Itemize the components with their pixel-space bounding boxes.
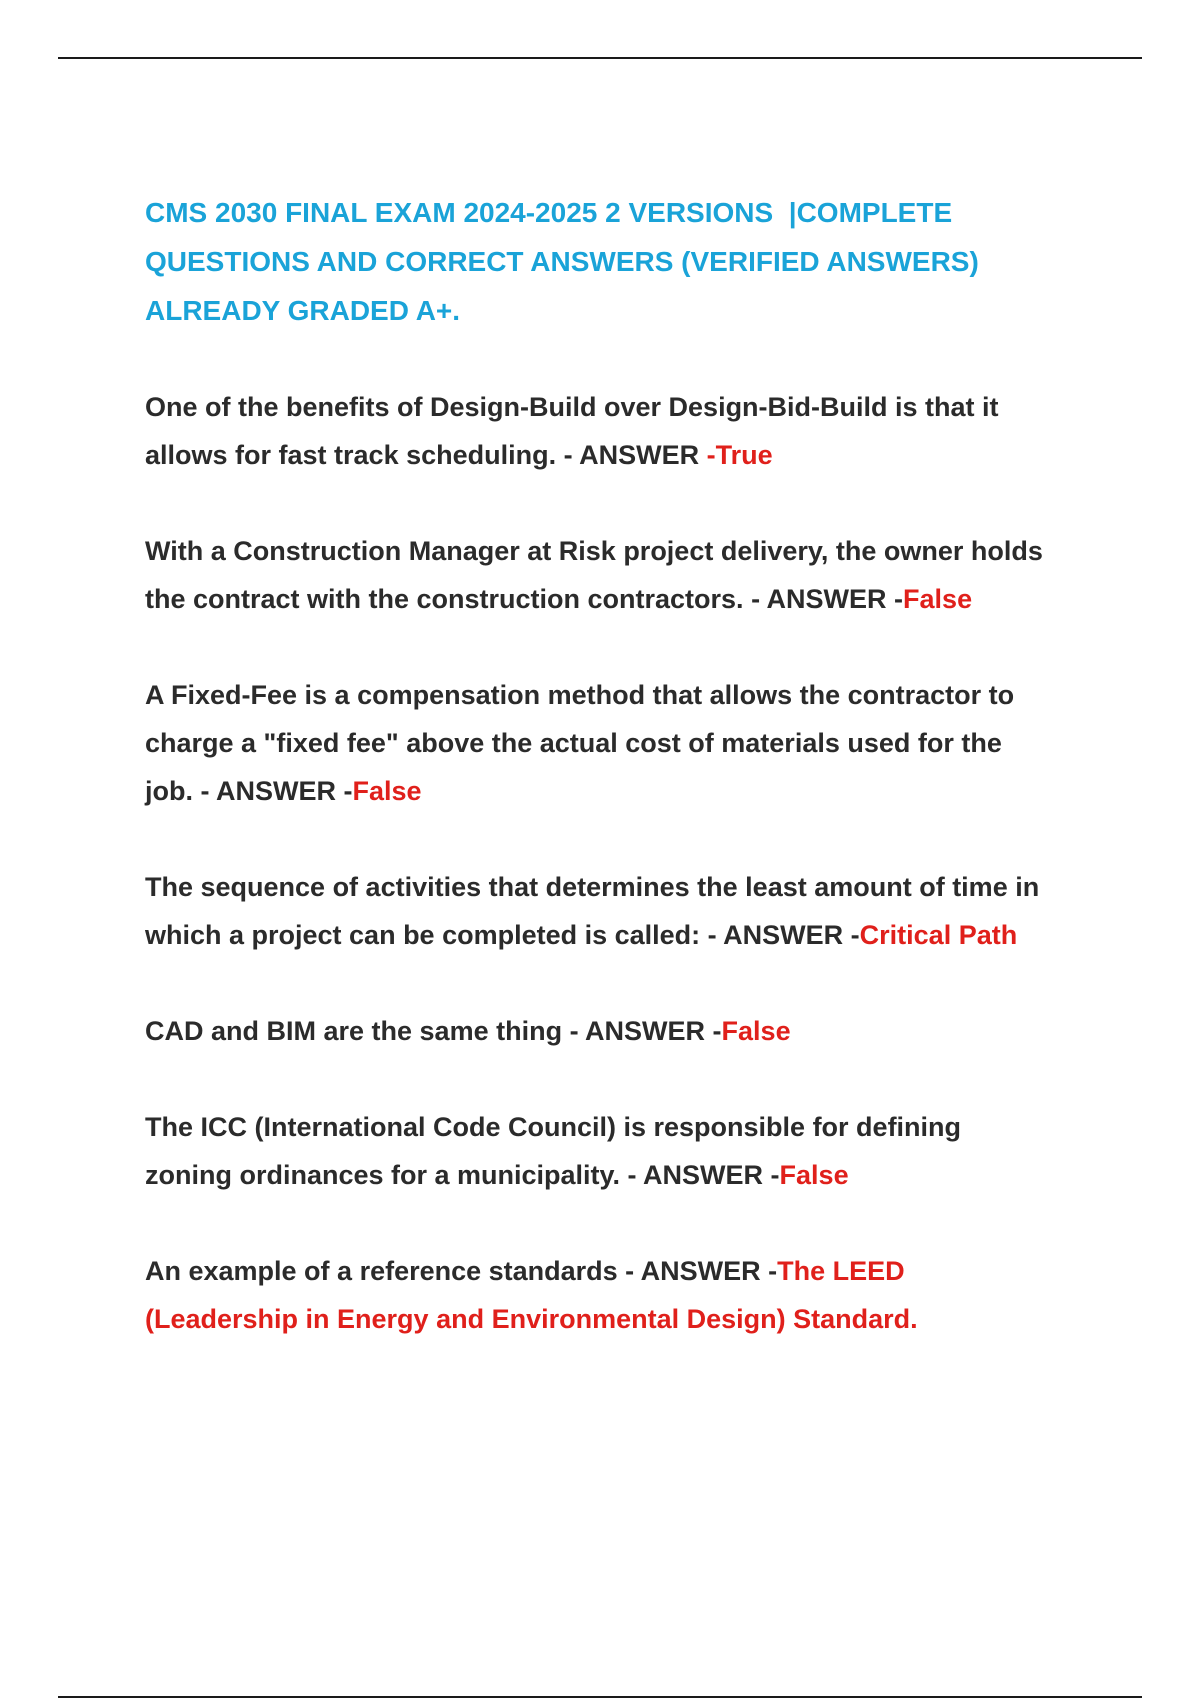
title-line: CMS 2030 FINAL EXAM 2024-2025 2 VERSIONS |COMPLETE (145, 197, 953, 228)
question-text: CAD and BIM are the same thing - ANSWER - (145, 1016, 722, 1046)
question-line: One of the benefits of Design-Build over Design-Bid-Build is that it (145, 392, 999, 422)
question-line: A Fixed-Fee is a compensation method that allows the contractor to (145, 680, 1015, 710)
answer-text: The LEED (777, 1256, 905, 1286)
question-line: The sequence of activities that determines the least amount of time in (145, 872, 1040, 902)
document-body (145, 188, 1105, 1391)
question-line (145, 1247, 1105, 1295)
question-text: the contract with the construction contractors. - ANSWER - (145, 584, 904, 614)
question-line: charge a "fixed fee" above the actual cost of materials used for the (145, 728, 1002, 758)
question-line: The ICC (International Code Council) is responsible for defining (145, 1112, 962, 1142)
qa-item (145, 527, 1105, 623)
question-text: zoning ordinances for a municipality. - ANSWER - (145, 1160, 780, 1190)
title-line: ALREADY GRADED A+. (145, 295, 461, 326)
question-line (145, 1151, 1105, 1199)
question-text: job. - ANSWER - (145, 776, 353, 806)
qa-item (145, 671, 1105, 815)
qa-item (145, 383, 1105, 479)
question-line (145, 431, 1105, 479)
question-text: allows for fast track scheduling. - ANSWER (145, 440, 707, 470)
answer-text: False (779, 1160, 849, 1190)
question-line (145, 767, 1105, 815)
answer-text: False (903, 584, 973, 614)
qa-item (145, 1007, 1105, 1055)
question-line: With a Construction Manager at Risk project delivery, the owner holds (145, 536, 1043, 566)
question-line (145, 1007, 1105, 1055)
answer-continuation: (Leadership in Energy and Environmental Design) Standard. (145, 1304, 918, 1334)
question-line (145, 911, 1105, 959)
question-text: An example of a reference standards - ANSWER - (145, 1256, 778, 1286)
qa-item (145, 863, 1105, 959)
answer-text: Critical Path (859, 920, 1018, 950)
question-line (145, 575, 1105, 623)
qa-item (145, 1103, 1105, 1199)
question-text: which a project can be completed is called: - ANSWER - (145, 920, 860, 950)
footer-rule (58, 1696, 1142, 1698)
answer-text: False (721, 1016, 791, 1046)
document-title (145, 188, 1105, 335)
header-rule (58, 57, 1142, 59)
answer-text: -True (706, 440, 773, 470)
qa-item (145, 1247, 1105, 1343)
title-line: QUESTIONS AND CORRECT ANSWERS (VERIFIED ANSWERS) (145, 246, 979, 277)
answer-text: False (352, 776, 422, 806)
